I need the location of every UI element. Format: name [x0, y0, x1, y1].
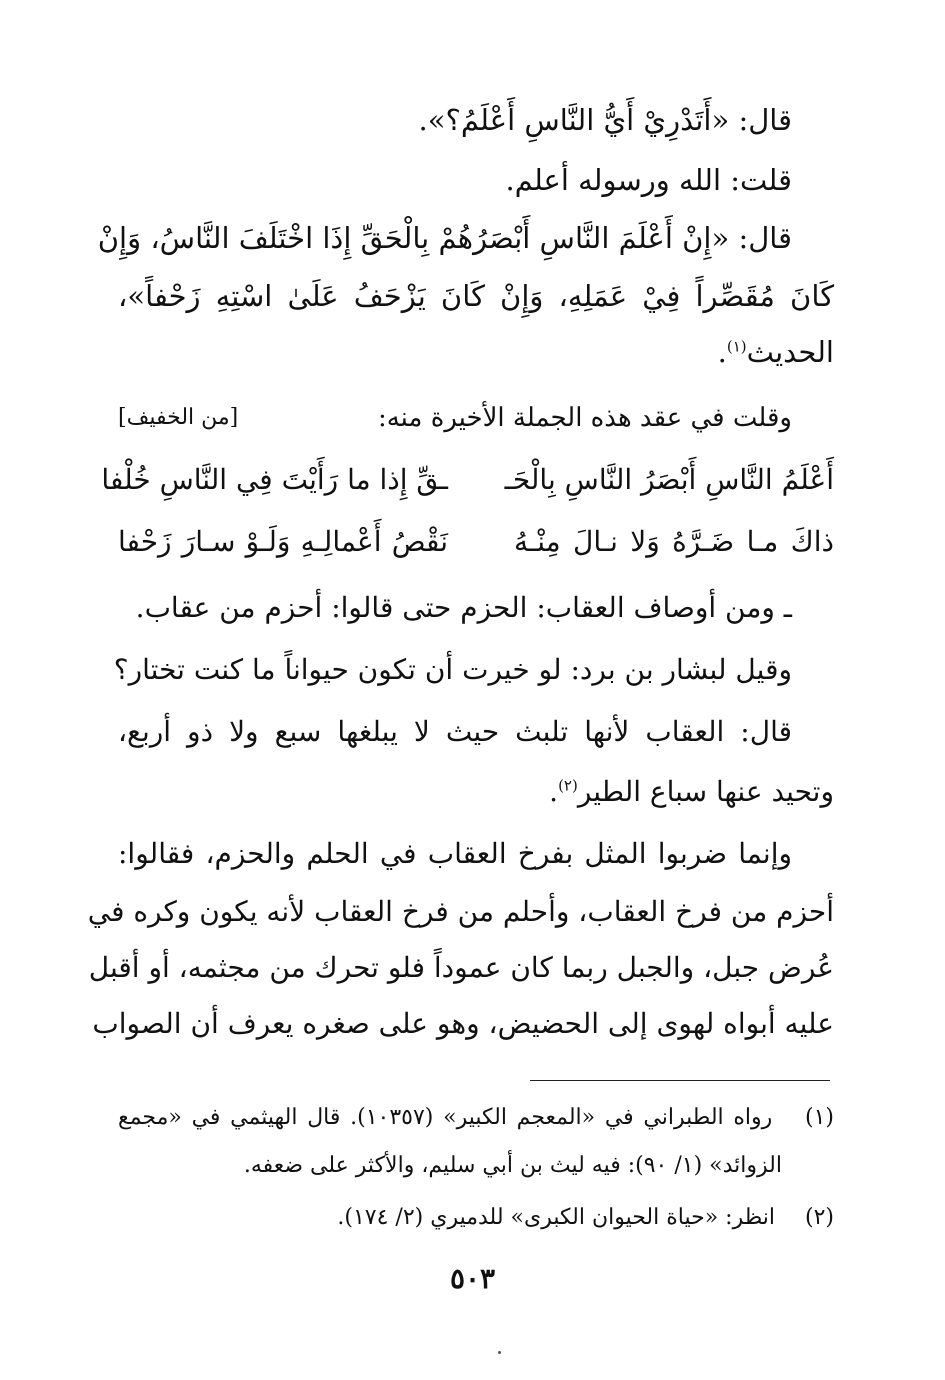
verse-row-2 — [118, 520, 834, 564]
footnote-1-text-a: رواه الطبراني في «المعجم الكبير» (١٠٣٥٧). قال الهيثمي في «مجمع — [118, 1105, 773, 1130]
footnote-2 — [118, 1200, 834, 1236]
text-line-1: قال: «أَتَدْرِيْ أَيُّ النَّاسِ أَعْلَمُ؟». — [418, 103, 792, 137]
text-line-10-body: وتحيد عنها سباع الطير — [577, 775, 834, 808]
footnote-ref-1: (١) — [726, 337, 747, 356]
text-line-7: ـ ومن أوصاف العقاب: الحزم حتى قالوا: أحزم من عقاب. — [135, 591, 792, 624]
text-line-4: كَانَ مُقَصِّراً فِيْ عَمَلِهِ، وَإِنْ كَانَ يَزْحَفُ عَلَىٰ اسْتِهِ زَحْفاً»، — [118, 279, 834, 313]
text-line-5-end: . — [717, 335, 727, 369]
verse-1-second-hemistich: ـقِّ إِذا ما رَأَيْتَ فِي النَّاسِ خُلْفا — [101, 463, 448, 496]
text-line-11: وإنما ضربوا المثل بفرخ العقاب في الحلم والحزم، فقالوا: — [118, 837, 792, 870]
text-line-6 — [118, 398, 834, 438]
text-line-3: قال: «إِنْ أَعْلَمَ النَّاسِ أَبْصَرُهُمْ بِالْحَقِّ إِذَا اخْتَلَفَ النَّاسُ، وَإِنْ — [97, 221, 792, 255]
text-line-2: قلت: الله ورسوله أعلم. — [505, 163, 792, 197]
text-line-14: عليه أبواه لهوى إلى الحضيض، وهو على صغره يعرف أن الصواب — [92, 1007, 834, 1040]
verse-1-first-hemistich: أَعْلَمُ النَّاسِ أَبْصَرُ النَّاسِ بِالْحَـ — [504, 463, 834, 496]
text-line-5 — [118, 332, 834, 372]
footnote-1-number: (١) — [804, 1105, 834, 1130]
text-line-10 — [118, 772, 834, 812]
text-line-13: عُرض جبل، والجبل ربما كان عموداً فلو تحرك من مجثمه، أو أقبل — [88, 951, 834, 984]
text-line-8: وقيل لبشار بن برد: لو خيرت أن تكون حيواناً ما كنت تختار؟ — [113, 653, 792, 686]
text-line-12: أحزم من فرخ العقاب، وأحلم من فرخ العقاب لأنه يكون وكره في — [87, 895, 834, 928]
verse-2-first-hemistich: ذاكَ مـا ضَـرَّهُ وَلا نـالَ مِنْـهُ — [514, 525, 834, 558]
text-line-10-end: . — [549, 775, 559, 808]
verse-2-second-hemistich: نَقْصُ أَعْمالِـهِ وَلَـوْ سـارَ زَحْفا — [118, 525, 448, 558]
footnote-2-number: (٢) — [804, 1205, 834, 1230]
footnote-separator — [530, 1080, 830, 1081]
page-number: ٥٠٣ — [449, 1262, 496, 1295]
text-line-6-body: وقلت في عقد هذه الجملة الأخيرة منه: — [377, 403, 792, 433]
scan-speck — [498, 1351, 501, 1354]
footnote-ref-2: (٢) — [558, 776, 578, 795]
footnote-2-text: انظر: «حياة الحيوان الكبرى» للدميري (٢/ ١٧٤). — [337, 1205, 775, 1230]
text-line-9: قال: العقاب لأنها تلبث حيث لا يبلغها سبع ولا ذو أربع، — [118, 715, 792, 748]
text-line-5-body: الحديث — [746, 335, 834, 369]
footnote-1-line-a — [118, 1100, 834, 1136]
footnote-1-line-b: الزوائد» (١/ ٩٠): فيه ليث بن أبي سليم، والأكثر على ضعفه. — [243, 1153, 782, 1178]
verse-row-1 — [101, 458, 834, 502]
poem-meter-label: [من الخفيف] — [118, 405, 239, 430]
